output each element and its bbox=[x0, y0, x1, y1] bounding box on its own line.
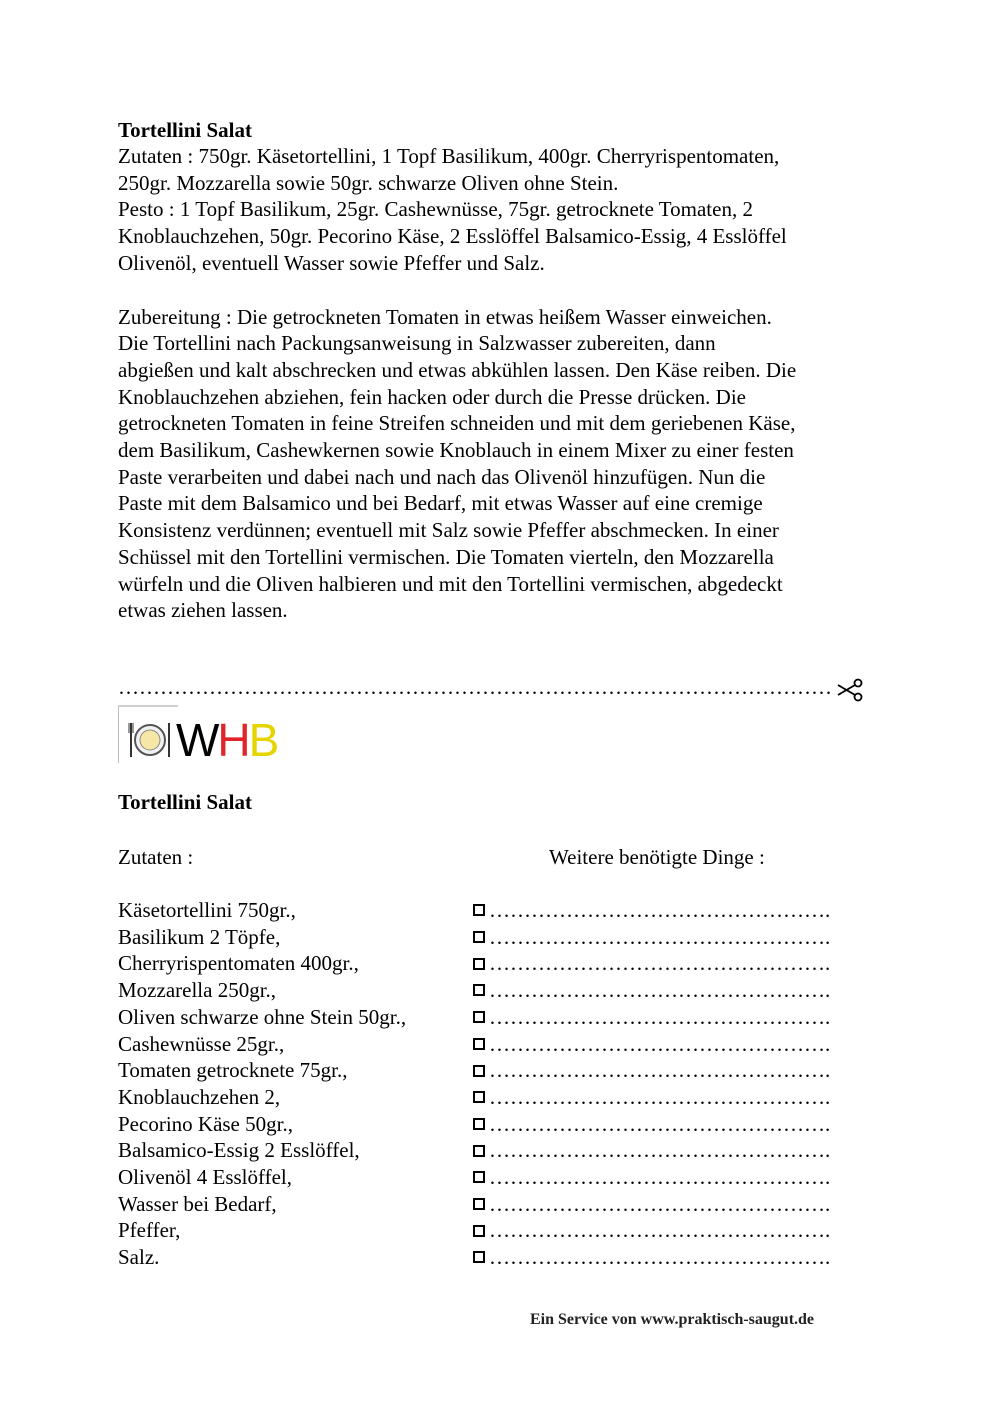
text-line: Paste mit dem Balsamico und bei Bedarf, mit etwas Wasser auf eine cremige bbox=[118, 491, 763, 516]
fill-line: …………………………………………. bbox=[489, 1111, 831, 1136]
zutaten-label: Zutaten : bbox=[118, 845, 194, 869]
checkbox-icon[interactable] bbox=[473, 984, 485, 996]
text-line: Schüssel mit den Tortellini vermischen. Die Tomaten vierteln, den Mozzarella bbox=[118, 544, 774, 569]
checklist-item bbox=[473, 977, 830, 1004]
text-line: Konsistenz verdünnen; eventuell mit Salz sowie Pfeffer abschmecken. In einer bbox=[118, 518, 779, 543]
ingredient-item: Cherryrispentomaten 400gr., bbox=[118, 951, 359, 976]
ingredient-item: Oliven schwarze ohne Stein 50gr., bbox=[118, 1004, 407, 1029]
fill-line: …………………………………………. bbox=[489, 1031, 831, 1056]
logo-text: WHB bbox=[176, 714, 278, 766]
checklist-item bbox=[473, 1137, 830, 1164]
whb-logo bbox=[118, 705, 278, 766]
checklist-item bbox=[473, 1217, 830, 1244]
checkbox-icon[interactable] bbox=[473, 1145, 485, 1157]
ingredient-item: Mozzarella 250gr., bbox=[118, 978, 277, 1003]
checkbox-icon[interactable] bbox=[473, 1065, 485, 1077]
ingredient-item: Salz. bbox=[118, 1245, 160, 1270]
checklist-item bbox=[473, 924, 830, 951]
checklist-item bbox=[473, 950, 830, 977]
fill-line: …………………………………………. bbox=[489, 1058, 831, 1083]
checkbox-icon[interactable] bbox=[473, 1118, 485, 1130]
fill-line: …………………………………………. bbox=[489, 978, 831, 1003]
checklist-item bbox=[473, 1057, 830, 1084]
checklist-item bbox=[473, 1191, 830, 1218]
text-line: Die Tortellini nach Packungsanweisung in Salzwasser zubereiten, dann bbox=[118, 331, 716, 356]
text-line: etwas ziehen lassen. bbox=[118, 598, 288, 623]
checklist-item bbox=[473, 1244, 830, 1271]
plate-cutlery-icon bbox=[128, 719, 172, 759]
fill-line: …………………………………………. bbox=[489, 1084, 831, 1109]
ingredient-item: Balsamico-Essig 2 Esslöffel, bbox=[118, 1138, 360, 1163]
ingredient-item: Tomaten getrocknete 75gr., bbox=[118, 1058, 348, 1083]
text-line: Paste verarbeiten und dabei nach und nach das Olivenöl hinzufügen. Nun die bbox=[118, 464, 766, 489]
text-line: Pesto : 1 Topf Basilikum, 25gr. Cashewnüsse, 75gr. getrocknete Tomaten, 2 bbox=[118, 197, 753, 222]
fill-line: …………………………………………. bbox=[489, 1191, 831, 1216]
fill-line: …………………………………………. bbox=[489, 1245, 831, 1270]
ingredient-item: Olivenöl 4 Esslöffel, bbox=[118, 1165, 293, 1190]
checklist-item bbox=[473, 897, 830, 924]
text-line: Knoblauchzehen, 50gr. Pecorino Käse, 2 Esslöffel Balsamico-Essig, 4 Esslöffel bbox=[118, 224, 787, 249]
text-line: 250gr. Mozzarella sowie 50gr. schwarze Oliven ohne Stein. bbox=[118, 170, 619, 195]
fill-line: …………………………………………. bbox=[489, 1004, 831, 1029]
recipe-top bbox=[118, 117, 878, 624]
text-line: abgießen und kalt abschrecken und etwas abkühlen lassen. Den Käse reiben. Die bbox=[118, 357, 797, 382]
checkbox-icon[interactable] bbox=[473, 958, 485, 970]
checklist bbox=[473, 897, 830, 1271]
checkbox-icon[interactable] bbox=[473, 1225, 485, 1237]
fill-line: …………………………………………. bbox=[489, 1218, 831, 1243]
fill-line: …………………………………………. bbox=[489, 898, 831, 922]
checklist-item bbox=[473, 1111, 830, 1138]
text-line: Olivenöl, eventuell Wasser sowie Pfeffer und Salz. bbox=[118, 250, 545, 275]
text-line: Zubereitung : Die getrockneten Tomaten in etwas heißem Wasser einweichen. bbox=[118, 304, 772, 329]
ingredients-paragraph bbox=[118, 143, 878, 277]
checklist-item bbox=[473, 1084, 830, 1111]
checkbox-icon[interactable] bbox=[473, 904, 485, 916]
ingredient-item: Käsetortellini 750gr., bbox=[118, 898, 296, 922]
scissors-icon bbox=[836, 678, 864, 702]
cut-dots: ………………………………………………………………………………………… bbox=[118, 675, 832, 699]
ingredient-item: Knoblauchzehen 2, bbox=[118, 1084, 281, 1109]
checkbox-icon[interactable] bbox=[473, 1011, 485, 1023]
ingredient-item: Pfeffer, bbox=[118, 1218, 181, 1243]
footer-credit: Ein Service von www.praktisch-saugut.de bbox=[530, 1311, 815, 1328]
recipe-card-title: Tortellini Salat bbox=[118, 790, 252, 814]
checklist-item bbox=[473, 1164, 830, 1191]
preparation-paragraph bbox=[118, 304, 878, 624]
fill-line: …………………………………………. bbox=[489, 1138, 831, 1163]
ingredient-item: Basilikum 2 Töpfe, bbox=[118, 924, 281, 949]
checkbox-icon[interactable] bbox=[473, 931, 485, 943]
ingredient-item: Cashewnüsse 25gr., bbox=[118, 1031, 285, 1056]
ingredient-item: Pecorino Käse 50gr., bbox=[118, 1111, 293, 1136]
text-line: Zutaten : 750gr. Käsetortellini, 1 Topf Basilikum, 400gr. Cherryrispentomaten, bbox=[118, 144, 780, 168]
weitere-label: Weitere benötigte Dinge : bbox=[549, 845, 765, 869]
checkbox-icon[interactable] bbox=[473, 1251, 485, 1263]
fill-line: …………………………………………. bbox=[489, 1165, 831, 1190]
checklist-item bbox=[473, 1004, 830, 1031]
ingredient-item: Wasser bei Bedarf, bbox=[118, 1191, 277, 1216]
checkbox-icon[interactable] bbox=[473, 1198, 485, 1210]
text-line: getrockneten Tomaten in feine Streifen schneiden und mit dem geriebenen Käse, bbox=[118, 411, 796, 436]
checkbox-icon[interactable] bbox=[473, 1038, 485, 1050]
checkbox-icon[interactable] bbox=[473, 1091, 485, 1103]
text-line: dem Basilikum, Cashewkernen sowie Knoblauch in einem Mixer zu einer festen bbox=[118, 438, 794, 463]
checklist-item bbox=[473, 1031, 830, 1058]
fill-line: …………………………………………. bbox=[489, 951, 831, 976]
ingredient-list bbox=[118, 897, 406, 1271]
cut-line bbox=[118, 672, 868, 702]
text-line: würfeln und die Oliven halbieren und mit den Tortellini vermischen, abgedeckt bbox=[118, 571, 783, 596]
checkbox-icon[interactable] bbox=[473, 1171, 485, 1183]
recipe-title: Tortellini Salat bbox=[118, 118, 252, 142]
fill-line: …………………………………………. bbox=[489, 924, 831, 949]
text-line: Knoblauchzehen abziehen, fein hacken oder durch die Presse drücken. Die bbox=[118, 384, 746, 409]
